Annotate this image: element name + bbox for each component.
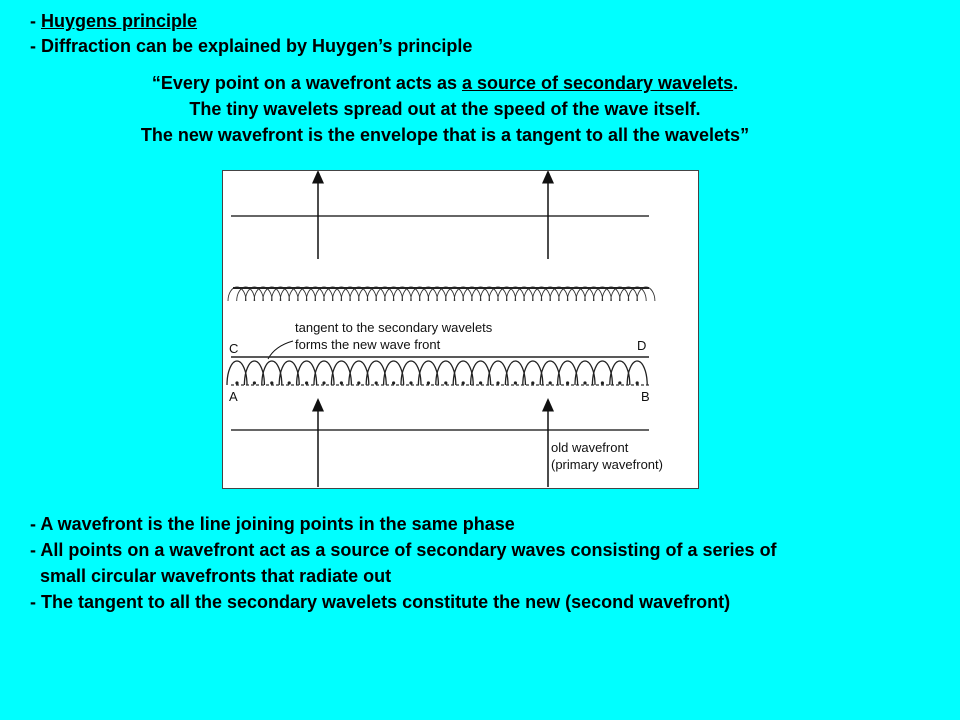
- wavelet-source-dot: [444, 381, 447, 384]
- annotation-line-2: forms the new wave front: [295, 337, 441, 352]
- wavelet-source-dot: [462, 381, 465, 384]
- wavelet-source-dot: [618, 381, 621, 384]
- wavelet-source-dot: [322, 381, 325, 384]
- wavelet-source-dot: [288, 381, 291, 384]
- annotation-line-1: tangent to the secondary wavelets: [295, 320, 493, 335]
- wavelet-source-dot: [392, 381, 395, 384]
- note-line-1: - A wavefront is the line joining points in the same phase: [30, 514, 515, 534]
- quote-line-1-pre: “Every point on a wavefront acts as: [151, 73, 462, 93]
- note-line-4: - The tangent to all the secondary wavelets constitute the new (second wavefront): [30, 592, 731, 612]
- quote-line-1: [0, 72, 890, 94]
- diagram-svg: [223, 171, 700, 490]
- wavelet-source-dot: [375, 381, 378, 384]
- wavelet-source-dot: [531, 381, 534, 384]
- quote-line-1-post: .: [733, 73, 739, 93]
- wavelet-source-dot: [305, 381, 308, 384]
- wavelet-source-dot: [357, 381, 360, 384]
- wavelet-source-dot: [583, 381, 586, 384]
- quote-line-2: The tiny wavelets spread out at the speed of the wave itself.: [189, 99, 701, 119]
- old-wavefront-label-2: (primary wavefront): [551, 457, 663, 472]
- quote-line-3: The new wavefront is the envelope that is a tangent to all the wavelets”: [140, 125, 750, 145]
- old-wavefront-label-1: old wavefront: [551, 440, 629, 455]
- huygens-diagram: [222, 170, 699, 489]
- bullet-prefix: -: [30, 11, 41, 31]
- bullet-huygens: [30, 10, 197, 32]
- wavelet-source-dot: [253, 381, 256, 384]
- wavelet-source-dot: [340, 381, 343, 384]
- wavelet-source-dot: [427, 381, 430, 384]
- upper-wavelet-envelope: [228, 287, 655, 301]
- wavelet-source-dot: [549, 381, 552, 384]
- note-line-3: small circular wavefronts that radiate out: [40, 566, 392, 586]
- wavelet-source-dot: [601, 381, 604, 384]
- wavelet-source-dot: [566, 381, 569, 384]
- huygens-title: Huygens principle: [41, 11, 198, 31]
- wavelet-source-dot: [479, 381, 482, 384]
- secondary-wavelets: [227, 361, 647, 385]
- note-line-2: - All points on a wavefront act as a source of secondary waves consisting of a series of: [30, 540, 777, 560]
- label-a: A: [229, 389, 238, 404]
- bullet-diffraction: - Diffraction can be explained by Huygen’s principle: [30, 36, 473, 56]
- wavelet-source-dot: [235, 381, 238, 384]
- wavelet-source-dot: [270, 381, 273, 384]
- wavelet-source-dot: [636, 381, 639, 384]
- label-c: C: [229, 341, 239, 356]
- label-d: D: [637, 338, 647, 353]
- label-b: B: [641, 389, 650, 404]
- quote-underlined: a source of secondary wavelets: [461, 73, 734, 93]
- wavelet-source-dot: [496, 381, 499, 384]
- wavelet-source-dot: [409, 381, 412, 384]
- wavelet-source-dot: [514, 381, 517, 384]
